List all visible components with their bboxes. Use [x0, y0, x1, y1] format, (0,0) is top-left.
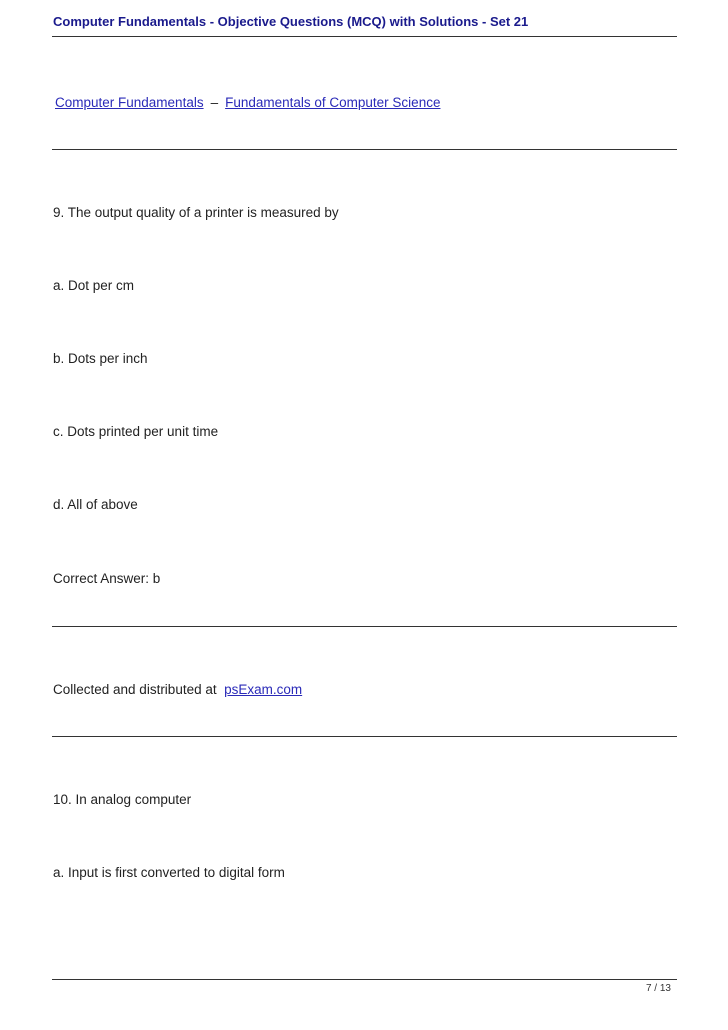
footer-divider: [52, 979, 677, 980]
breadcrumb-separator: –: [210, 95, 219, 110]
question-9-option-a: a. Dot per cm: [53, 278, 135, 293]
header-divider: [52, 36, 677, 37]
breadcrumb-link-computer-fundamentals[interactable]: Computer Fundamentals: [55, 95, 204, 110]
question-9-option-d: d. All of above: [53, 497, 138, 512]
breadcrumb: [55, 95, 440, 110]
credit-line: [53, 682, 302, 697]
psexam-link[interactable]: psExam.com: [224, 682, 303, 697]
question-9-text: 9. The output quality of a printer is measured by: [53, 205, 339, 220]
question-10-text: 10. In analog computer: [53, 792, 192, 807]
breadcrumb-link-fundamentals-of-computer-science[interactable]: Fundamentals of Computer Science: [225, 95, 441, 110]
question-9-option-c: c. Dots printed per unit time: [53, 424, 219, 439]
page-number: 7 / 13: [645, 983, 671, 994]
question-10-option-a: a. Input is first converted to digital form: [53, 865, 285, 880]
section-divider: [52, 736, 677, 737]
question-9-correct-answer: Correct Answer: b: [53, 571, 161, 586]
question-9-option-b: b. Dots per inch: [53, 351, 148, 366]
credit-text: Collected and distributed at: [53, 682, 217, 697]
section-divider: [52, 626, 677, 627]
section-divider: [52, 149, 677, 150]
page-header-title: Computer Fundamentals - Objective Questions (MCQ) with Solutions - Set 21: [53, 14, 529, 29]
